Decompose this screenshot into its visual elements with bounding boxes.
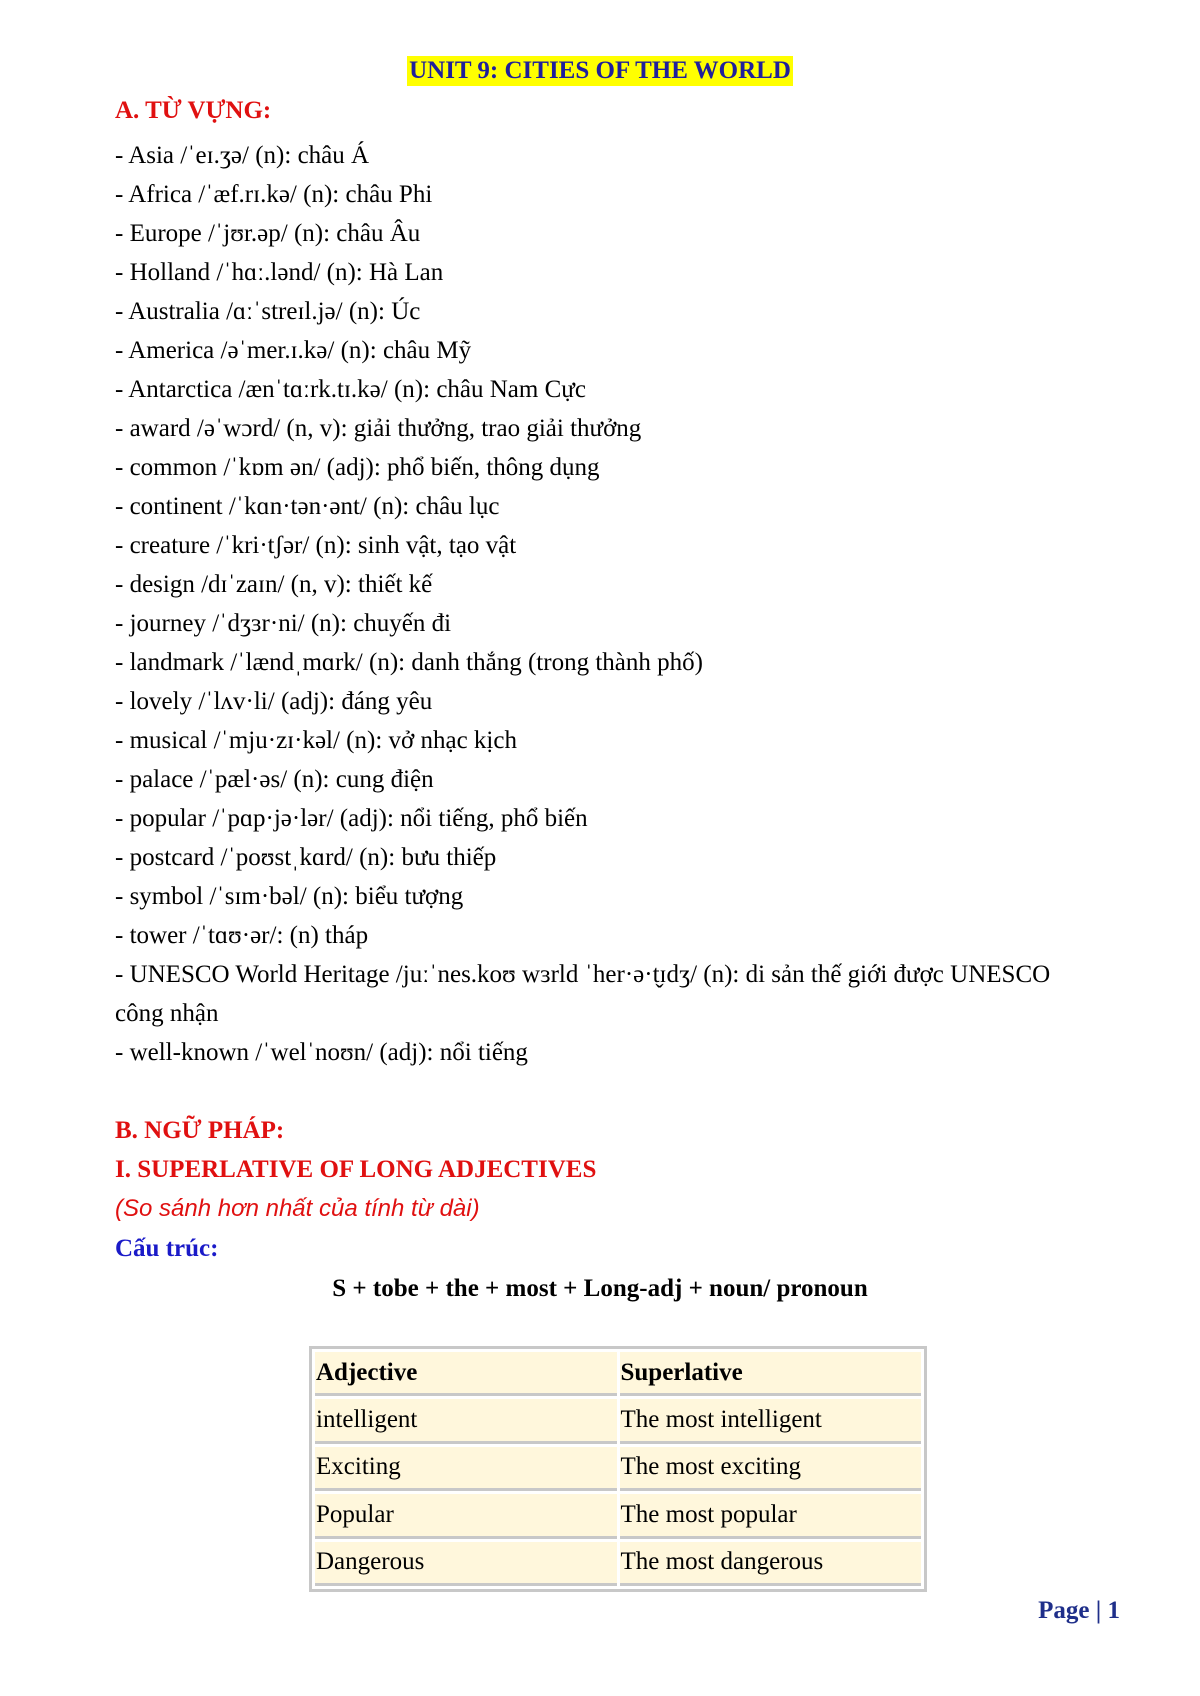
vocabulary-heading: A. TỪ VỰNG: (115, 97, 272, 124)
list-item: - America /əˈmer.ɪ.kə/ (n): châu Mỹ (115, 337, 472, 364)
list-item: - popular /ˈpɑp·jə·lər/ (adj): nổi tiếng, phổ biến (115, 805, 588, 832)
list-item: - common /ˈkɒm ən/ (adj): phổ biến, thông dụng (115, 454, 600, 481)
grammar-formula: S + tobe + the + most + Long-adj + noun/ pronoun (332, 1275, 868, 1302)
grammar-heading: B. NGỮ PHÁP: (115, 1117, 285, 1144)
grammar-note: (So sánh hơn nhất của tính từ dài) (115, 1195, 480, 1222)
grammar-subheading: I. SUPERLATIVE OF LONG ADJECTIVES (115, 1156, 597, 1183)
table-cell: intelligent (315, 1399, 617, 1443)
list-item: - Antarctica /ænˈtɑːrk.tɪ.kə/ (n): châu Nam Cực (115, 376, 586, 403)
table-row (315, 1494, 921, 1538)
list-item: - palace /ˈpæl·əs/ (n): cung điện (115, 766, 434, 793)
table-cell: The most intelligent (620, 1399, 922, 1443)
list-item: - award /əˈwɔrd/ (n, v): giải thưởng, trao giải thưởng (115, 415, 642, 442)
table-row (315, 1399, 921, 1443)
table-row (315, 1447, 921, 1491)
superlative-table-frame (309, 1346, 927, 1592)
title-container (0, 56, 1200, 86)
table-header-cell: Superlative (620, 1352, 922, 1396)
table-cell: Dangerous (315, 1542, 617, 1586)
table-header-row (315, 1352, 921, 1396)
list-item: - journey /ˈdʒɜr·ni/ (n): chuyến đi (115, 610, 452, 637)
list-item: - Australia /ɑːˈstreɪl.jə/ (n): Úc (115, 298, 421, 325)
list-item: - postcard /ˈpoʊstˌkɑrd/ (n): bưu thiếp (115, 844, 497, 871)
table-cell: Popular (315, 1494, 617, 1538)
list-item: - Holland /ˈhɑː.lənd/ (n): Hà Lan (115, 259, 444, 286)
list-item: - continent /ˈkɑn·tən·ənt/ (n): châu lục (115, 493, 500, 520)
list-item: - Asia /ˈeɪ.ʒə/ (n): châu Á (115, 142, 370, 169)
list-item: - well-known /ˈwelˈnoʊn/ (adj): nổi tiếng (115, 1039, 528, 1066)
table-cell: Exciting (315, 1447, 617, 1491)
page-number: Page | 1 (1038, 1597, 1120, 1624)
list-item: - Africa /ˈæf.rɪ.kə/ (n): châu Phi (115, 181, 433, 208)
page-title: UNIT 9: CITIES OF THE WORLD (409, 57, 791, 84)
table-cell: The most dangerous (620, 1542, 922, 1586)
list-item: - Europe /ˈjʊr.əp/ (n): châu Âu (115, 220, 421, 247)
table-cell: The most exciting (620, 1447, 922, 1491)
list-item: - lovely /ˈlʌv·li/ (adj): đáng yêu (115, 688, 433, 715)
list-item: - landmark /ˈlændˌmɑrk/ (n): danh thắng (trong thành phố) (115, 649, 703, 676)
table-row (315, 1542, 921, 1586)
list-item: - creature /ˈkri·tʃər/ (n): sinh vật, tạo vật (115, 532, 517, 559)
list-item: - UNESCO World Heritage /juːˈnes.koʊ wɜrld ˈher·ə·t̬ɪdʒ/ (n): di sản thế giới được UNESCO công nhận (115, 961, 1051, 1027)
table-cell: The most popular (620, 1494, 922, 1538)
list-item: - symbol /ˈsɪm·bəl/ (n): biểu tượng (115, 883, 464, 910)
list-item: - design /dɪˈzaɪn/ (n, v): thiết kế (115, 571, 433, 598)
structure-label: Cấu trúc: (115, 1235, 219, 1262)
list-item: - tower /ˈtɑʊ·ər/: (n) tháp (115, 922, 369, 949)
vocabulary-list (115, 136, 1095, 1072)
table-header-cell: Adjective (315, 1352, 617, 1396)
superlative-table (312, 1349, 924, 1589)
list-item: - musical /ˈmju·zɪ·kəl/ (n): vở nhạc kịch (115, 727, 517, 754)
